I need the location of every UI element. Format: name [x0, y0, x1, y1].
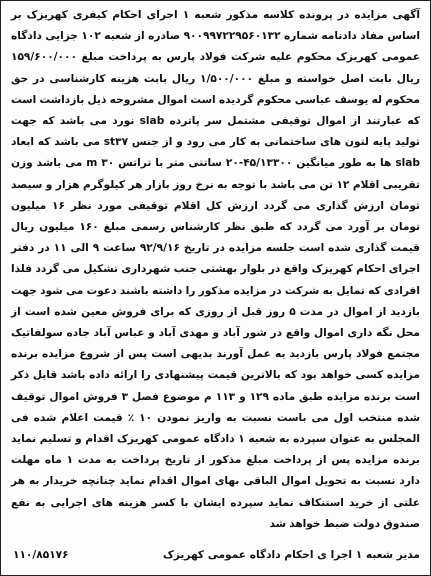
notice-code-number: ۱۱۰/۸۵۱۷۶: [13, 549, 69, 561]
notice-footer: [13, 545, 420, 565]
notice-signature: مدیر شعبه ۱ اجرا ی احکام دادگاه عمومی کهریزک: [162, 549, 420, 561]
notice-body-text: آگهی مزایده در پرونده کلاسه مذکور شعبه ۱ اجرای احکام کیفری کهریزک بر اساس مفاد دادنامه شماره ۹۰۰۹۹۷۲۲۹۵۶۰۱۳۲ صادره از شعبه ۱۰۲ جزایی دادگاه عمومی کهریزک محکوم علیه شرکت فولاد پارس به پرداخت مبلغ ۱۵۹/۶۰۰/۰۰۰ ریال بابت اصل خواسته و مبلغ ۱/۵۰۰/۰۰۰ ریال بابت هزینه کارشناسی در حق محکوم له یوسف عباسی محکوم گردیده است اموال مشروحه ذیل بازداشت است که عبارتند از اموال توقیفی مشتمل سر پاترده slab نورد می باشد که جهت تولید پایه لتون های ساختمانی به کار می رود و از جنس st۳۷ می باشد که ابعاد slab ها به طور میانگین ۴۵/۱۳۳۰۰-۲۰ ساتتی متر با تراتس ۳۰ m می باشد وزن تقریبی اقلام ۱۲ تن می باشد با توجه به نرخ روز بازار هر کیلوگرم هزار و سیصد تومان ارزش گذاری می گردد ارزش کل اقلام توقیفی مورد نظر ۱۶ میلیون تومان بر آورد می گردد که طبق نظر کارشناس رسمی مبلغ ۱۶۰ میلیون ریال قیمت گذاری شده است جلسه مزایده در تاریخ ۹۲/۹/۱۶ ساعت ۹ الی ۱۱ در دفتر اجرای احکام کهریزک واقع در بلوار بهشتی جنب شهرداری تشکیل می گردد فلذا افرادی که تمایل به شرکت در مزایده مذکور را داشته باشند دعوت می شود جهت بازدید از اموال در مدت ۵ روز قبل از روزی که برای فروش معین شده است از محل نگه داری اموال واقع در شور آباد و مهدی آباد و عباس آباد جاده سولفاتیک مجتمع فولاد پارس بازدید به عمل آورند بدیهی است پس از شروع مزایده برنده مزایده کسی خواهد بود که بالاترین قیمت پیشنهادی را ارائه داده باشد قابل ذکر است برنده مزایده طبق ماده ۱۲۹ و ۱۱۳ م موضوع فصل ۳ فروش اموال توقیف شده منتخب اول می باست نسبت به واریز نمودن ۱۰ ٪ قیمت اعلام شده فی المجلس به عنوان سپرده به شعبه ۱ دادگاه عمومی کهریزک اقدام و تسلیم نماید برنده مزایده پس از پرداخت مبلغ مذکور از تاریخ پرداخت به مدت ۱ ماه مهلت دارد نسبت به تحویل اموال الباقی بهای اموال اقدام نماید چنانچه خریدار به هر علتی از خرید استنکاف نماید سپرده ایشان با کسر هزینه های اجرایی به نفع صندوق دولت ضبط خواهد شد: [11, 9, 421, 530]
